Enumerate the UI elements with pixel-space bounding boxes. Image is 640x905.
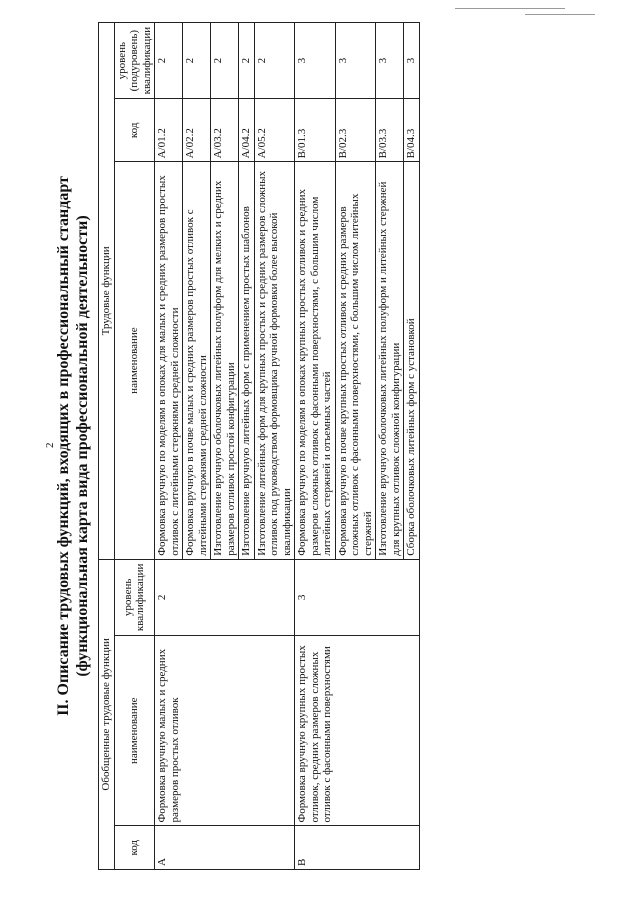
function-name: Формовка вручную в почве малых и средних размеров простых отливок с литейными стержнями средней сложности bbox=[183, 162, 211, 559]
group-level: 2 bbox=[155, 559, 295, 635]
function-code: A/01.2 bbox=[155, 99, 183, 162]
function-code: A/05.2 bbox=[254, 99, 295, 162]
function-code: B/03.3 bbox=[376, 99, 404, 162]
section-title-line1: II. Описание трудовых функций, входящих в профессиональный стандарт bbox=[55, 176, 72, 716]
function-level: 2 bbox=[254, 23, 295, 99]
header-name: наименование bbox=[114, 635, 155, 826]
header-function-name: наименование bbox=[114, 162, 155, 559]
table-row bbox=[295, 23, 336, 870]
group-name: Формовка вручную крупных простых отливок, средних размеров сложных отливок с фасонными поверхностями bbox=[295, 635, 420, 826]
header-level: уровень квалификации bbox=[114, 559, 155, 635]
function-name: Изготовление вручную оболочковых литейных полуформ для мелких и средних размеров отливок простой конфигурации bbox=[211, 162, 239, 559]
function-level: 2 bbox=[239, 23, 255, 99]
header-labor-functions: Трудовые функции bbox=[99, 23, 115, 560]
function-code: A/04.2 bbox=[239, 99, 255, 162]
page-number: 2 bbox=[44, 442, 56, 448]
header-code: код bbox=[114, 826, 155, 870]
scan-artifact-line bbox=[525, 14, 595, 15]
function-level: 2 bbox=[183, 23, 211, 99]
header-function-code: код bbox=[114, 99, 155, 162]
group-code: A bbox=[155, 826, 295, 870]
function-code: A/03.2 bbox=[211, 99, 239, 162]
function-code: B/04.3 bbox=[404, 99, 420, 162]
function-name: Сборка оболочковых литейных форм с установкой bbox=[404, 162, 420, 559]
function-name: Формовка вручную по моделям в опоках для малых и средних размеров простых отливок с литейными стержнями средней сложности bbox=[155, 162, 183, 559]
table-row bbox=[155, 23, 183, 870]
section-title-line2: (функциональная карта вида профессиональной деятельности) bbox=[74, 215, 91, 677]
function-name: Изготовление вручную оболочковых литейных полуформ и литейных стержней для крупных отливок сложной конфигурации bbox=[376, 162, 404, 559]
function-code: A/02.2 bbox=[183, 99, 211, 162]
group-level: 3 bbox=[295, 559, 420, 635]
group-name: Формовка вручную малых и средних размеров простых отливок bbox=[155, 635, 295, 826]
function-level: 3 bbox=[404, 23, 420, 99]
header-sublevel: уровень (подуровень) квалификации bbox=[114, 23, 155, 99]
function-code: B/01.3 bbox=[295, 99, 336, 162]
function-name: Формовка вручную в почве крупных простых отливок и средних размеров сложных отливок с фасонными поверхностями, с большим числом литейных стержней bbox=[335, 162, 376, 559]
function-code: B/02.3 bbox=[335, 99, 376, 162]
function-level: 2 bbox=[155, 23, 183, 99]
function-level: 2 bbox=[211, 23, 239, 99]
functional-map-table bbox=[98, 22, 420, 870]
header-generalized-functions: Обобщенные трудовые функции bbox=[99, 559, 115, 869]
function-name: Изготовление литейных форм для крупных простых и средних размеров сложных отливок под руководством формовщика ручной формовки более высокой квалификации bbox=[254, 162, 295, 559]
function-level: 3 bbox=[335, 23, 376, 99]
group-code: B bbox=[295, 826, 420, 870]
function-name: Изготовление вручную литейных форм с применением простых шаблонов bbox=[239, 162, 255, 559]
section-title bbox=[50, 16, 92, 876]
function-level: 3 bbox=[376, 23, 404, 99]
function-name: Формовка вручную по моделям в опоках крупных простых отливок и средних размеров сложных отливок с фасонными поверхностями, с большим числом литейных стержней и отъемных частей bbox=[295, 162, 336, 559]
scan-artifact-line bbox=[455, 8, 565, 9]
rotated-page-content bbox=[50, 16, 590, 876]
function-level: 3 bbox=[295, 23, 336, 99]
